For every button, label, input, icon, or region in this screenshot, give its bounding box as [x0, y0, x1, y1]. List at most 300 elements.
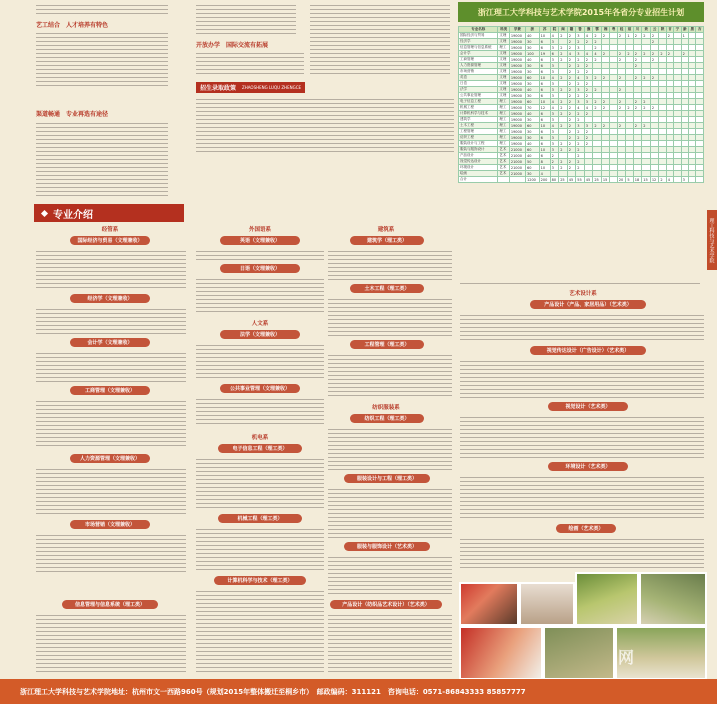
table-cell: 2: [559, 75, 568, 81]
table-cell: 2: [642, 33, 651, 39]
table-cell: 2: [617, 123, 626, 129]
table-cell: 21000: [509, 147, 525, 153]
eng-mgmt-text: [328, 352, 452, 396]
table-cell: 2: [559, 87, 568, 93]
table-cell: 15: [601, 177, 610, 183]
table-cell: 10: [539, 123, 550, 129]
major-accounting: 会计学（文理兼收）: [70, 338, 150, 347]
table-cell: 产品设计: [459, 153, 498, 159]
table-header-cell: 鄂: [593, 27, 602, 33]
table-cell: 2: [617, 33, 626, 39]
table-cell: 2: [567, 39, 576, 45]
table-cell: 2: [567, 63, 576, 69]
table-cell: 3: [550, 165, 559, 171]
civil-text: [328, 296, 452, 336]
table-cell: 100: [526, 51, 540, 57]
table-cell: 3: [576, 123, 585, 129]
table-cell: 2: [626, 105, 633, 111]
table-cell: 英语: [459, 75, 498, 81]
table-cell: 2: [601, 33, 610, 39]
table-cell: 30: [526, 129, 540, 135]
table-cell: 2: [550, 153, 559, 159]
table-header-cell: 新: [683, 27, 687, 31]
table-cell: 6: [539, 81, 550, 87]
table-cell: 2: [584, 69, 593, 75]
dept-humanities: 人文系: [251, 320, 269, 327]
dept-mech: 机电系: [251, 434, 269, 441]
table-cell: 文理: [498, 57, 509, 63]
table-cell: 19000: [509, 39, 525, 45]
table-cell: 2: [593, 75, 602, 81]
table-cell: 6: [539, 153, 550, 159]
dept-art-design: 艺术设计系: [569, 290, 597, 297]
table-cell: 文理: [498, 69, 509, 75]
table-cell: 2: [559, 165, 568, 171]
campus-photo-3: [575, 572, 639, 626]
table-cell: 会计学: [459, 51, 498, 57]
table-cell: [509, 177, 525, 183]
table-cell: 2: [633, 99, 642, 105]
table-cell: 3: [550, 87, 559, 93]
table-cell: 6: [539, 87, 550, 93]
fashion-eng-text: [328, 486, 452, 538]
table-cell: 2: [650, 51, 659, 57]
table-cell: 40: [526, 111, 540, 117]
table-cell: 2: [567, 147, 576, 153]
table-cell: 2: [584, 111, 593, 117]
table-cell: 30: [526, 69, 540, 75]
watermark: 网: [618, 648, 635, 667]
table-cell: 40: [526, 141, 540, 147]
campus-photo-4: [639, 572, 707, 626]
table-cell: 国际经济与贸易: [459, 33, 498, 39]
env-art-text: [460, 474, 704, 518]
table-cell: 3: [550, 141, 559, 147]
table-cell: 理工: [498, 111, 509, 117]
enrollment-plan-banner: 浙江理工大学科技与艺术学院2015年各省分专业招生计划: [458, 2, 704, 22]
table-cell: 10: [539, 147, 550, 153]
table-cell: 视觉传达设计: [459, 159, 498, 165]
table-cell: 文理: [498, 63, 509, 69]
table-cell: 2: [601, 99, 610, 105]
table-cell: 2: [633, 57, 642, 63]
table-cell: 2: [617, 105, 626, 111]
table-cell: 3: [550, 129, 559, 135]
table-cell: 2: [650, 75, 659, 81]
table-cell: 2: [650, 39, 659, 45]
campus-photo-6: [543, 626, 615, 680]
table-cell: 30: [526, 93, 540, 99]
table-cell: 4: [550, 105, 559, 111]
table-cell: 2: [584, 81, 593, 87]
table-cell: 19000: [509, 45, 525, 51]
table-cell: 4: [584, 105, 593, 111]
table-row: [459, 177, 704, 183]
table-cell: 2: [666, 51, 673, 57]
table-cell: 6: [539, 93, 550, 99]
table-cell: 19000: [509, 123, 525, 129]
open-school-text: [196, 50, 304, 76]
table-cell: [696, 177, 704, 183]
dept-arch: 建筑系: [377, 226, 395, 233]
table-cell: 艺术: [498, 147, 509, 153]
table-cell: 4: [576, 75, 585, 81]
table-cell: 2: [567, 135, 576, 141]
major-product-design: 产品设计（产品、家居用品）（艺术类）: [530, 300, 646, 309]
table-cell: 艺术: [498, 153, 509, 159]
major-textile-eng: 纺织工程（理工类）: [350, 414, 424, 423]
major-public-mgmt: 公共事业管理（文理兼收）: [220, 384, 300, 393]
table-cell: 4: [576, 105, 585, 111]
table-cell: 人力资源管理: [459, 63, 498, 69]
table-header-cell: 甘: [668, 27, 672, 31]
mechanical-text: [196, 526, 324, 572]
table-cell: [689, 177, 696, 183]
table-cell: 2: [559, 99, 568, 105]
table-cell: [498, 177, 509, 183]
table-cell: 理工: [498, 141, 509, 147]
major-architecture: 建筑学（理工类）: [350, 236, 424, 245]
table-cell: 2: [601, 75, 610, 81]
table-cell: 2: [567, 105, 576, 111]
table-cell: 40: [526, 153, 540, 159]
table-cell: 2: [567, 117, 576, 123]
table-cell: 理工: [498, 129, 509, 135]
table-cell: 2: [550, 159, 559, 165]
table-cell: 25: [559, 177, 568, 183]
table-cell: 2: [559, 141, 568, 147]
table-cell: 2: [567, 69, 576, 75]
table-header-cell: 苏: [539, 27, 550, 33]
table-cell: 4: [584, 33, 593, 39]
table-cell: 2: [593, 87, 602, 93]
table-cell: 19000: [509, 117, 525, 123]
table-cell: 2: [584, 93, 593, 99]
table-cell: 1200: [526, 177, 540, 183]
table-cell: 2: [567, 165, 576, 171]
table-cell: 2: [567, 45, 576, 51]
major-marketing: 市场营销（文理兼收）: [70, 520, 150, 529]
table-cell: 2: [559, 57, 568, 63]
english-text: [196, 248, 324, 262]
table-cell: 文理: [498, 51, 509, 57]
table-cell: 2: [593, 33, 602, 39]
table-cell: 工程管理: [459, 129, 498, 135]
table-cell: 19000: [509, 93, 525, 99]
table-cell: 2: [633, 75, 642, 81]
dept-foreign: 外国语系: [248, 226, 271, 233]
table-cell: 2: [593, 123, 602, 129]
table-cell: 纺织工程: [459, 135, 498, 141]
table-cell: 70: [526, 105, 540, 111]
table-header-cell: 豫: [584, 27, 593, 33]
table-header-cell: 云: [650, 27, 659, 33]
table-cell: 2: [642, 105, 651, 111]
table-cell: 30: [526, 81, 540, 87]
table-cell: 2: [567, 75, 576, 81]
table-cell: 2: [559, 111, 568, 117]
enrollment-policy-en: ZHAOSHENG LUQU ZHENGCE: [242, 85, 302, 90]
table-cell: 19000: [509, 105, 525, 111]
table-cell: 2: [593, 99, 602, 105]
table-cell: 2: [576, 159, 585, 165]
table-cell: 10: [539, 165, 550, 171]
table-cell: 6: [539, 69, 550, 75]
major-eng-mgmt: 工程管理（理工类）: [350, 340, 424, 349]
table-cell: 2: [576, 147, 585, 153]
hr-text: [36, 466, 186, 514]
enrollment-policy-header: [196, 82, 305, 93]
table-cell: 3: [576, 33, 585, 39]
table-cell: 3: [576, 45, 585, 51]
table-cell: 2: [593, 57, 602, 63]
table-cell: 2: [567, 87, 576, 93]
table-cell: 3: [681, 177, 688, 183]
table-header-cell: 贵: [642, 27, 651, 33]
table-cell: 公共事业管理: [459, 93, 498, 99]
table-cell: 2: [576, 69, 585, 75]
table-cell: 2: [584, 87, 593, 93]
table-cell: 3: [576, 51, 585, 57]
table-cell: 3: [550, 57, 559, 63]
table-cell: 21000: [509, 171, 525, 177]
table-cell: 服装设计与工程: [459, 141, 498, 147]
table-cell: 信息管理与信息系统: [459, 45, 498, 51]
table-cell: 1: [626, 33, 633, 39]
table-cell: 2: [659, 51, 666, 57]
table-cell: 2: [576, 129, 585, 135]
accounting-text: [36, 350, 186, 384]
table-cell: 3: [584, 123, 593, 129]
table-cell: 12: [650, 177, 659, 183]
art-combo-text: [36, 30, 168, 88]
table-cell: 21000: [509, 153, 525, 159]
table-cell: 60: [526, 75, 540, 81]
marketing-text: [36, 532, 186, 572]
table-cell: 19000: [509, 57, 525, 63]
table-cell: 21000: [509, 165, 525, 171]
table-cell: 50: [526, 159, 540, 165]
campus-photo-2: [519, 582, 575, 626]
econ-text: [36, 306, 186, 336]
campus-photo-1: [459, 582, 519, 626]
major-civil: 土木工程（理工类）: [350, 284, 424, 293]
table-cell: 2: [617, 99, 626, 105]
table-cell: 60: [526, 123, 540, 129]
info-mgmt-text: [36, 612, 186, 674]
table-cell: 10: [539, 33, 550, 39]
major-env-art: 环境设计（艺术类）: [548, 462, 628, 471]
table-cell: 60: [526, 147, 540, 153]
table-cell: 合计: [459, 177, 498, 183]
table-cell: 工商管理: [459, 57, 498, 63]
table-cell: 2: [567, 129, 576, 135]
table-cell: 2: [567, 99, 576, 105]
table-cell: 2: [576, 153, 585, 159]
table-cell: 2: [601, 51, 610, 57]
table-cell: 19000: [509, 51, 525, 57]
table-cell: 艺术: [498, 171, 509, 177]
table-cell: 艺术: [498, 159, 509, 165]
major-electrical: 电子信息工程（理工类）: [218, 444, 302, 453]
table-cell: 2: [559, 123, 568, 129]
table-header-cell: 学费: [509, 27, 525, 33]
table-header-cell: 陕: [660, 27, 665, 31]
table-cell: 2: [626, 51, 633, 57]
public-mgmt-text: [196, 396, 324, 426]
major-visual: 视觉传达设计（广告设计）（艺术类）: [530, 346, 646, 355]
table-cell: 文理: [498, 87, 509, 93]
table-cell: 2: [650, 105, 659, 111]
table-cell: 2: [633, 51, 642, 57]
table-cell: 12: [539, 105, 550, 111]
table-cell: 19000: [509, 99, 525, 105]
table-header-cell: 桂: [617, 27, 626, 33]
middle-top-text: [196, 2, 296, 36]
table-cell: 8: [539, 159, 550, 165]
table-header-cell: 宁: [675, 27, 680, 31]
table-cell: 文理: [498, 33, 509, 39]
table-cell: 19: [539, 51, 550, 57]
table-cell: 2: [567, 141, 576, 147]
table-cell: 2: [642, 123, 651, 129]
footer-bar: 浙江理工大学科技与艺术学院地址：杭州市文一西路960号（规划2015年整体搬迁至桐乡市） 邮政编码：311121 咨询电话：0571-86843333 85857777: [0, 679, 717, 704]
table-cell: 3: [550, 93, 559, 99]
table-cell: 4: [550, 123, 559, 129]
table-cell: 机械工程: [459, 105, 498, 111]
table-cell: 文理: [498, 81, 509, 87]
table-cell: 市场营销: [459, 69, 498, 75]
center-top-text: [310, 2, 450, 76]
major-env-design: 视觉设计（艺术类）: [548, 402, 628, 411]
table-cell: 4: [584, 51, 593, 57]
table-cell: 21000: [509, 159, 525, 165]
table-cell: 19000: [509, 63, 525, 69]
table-cell: 6: [539, 45, 550, 51]
table-cell: 4: [550, 33, 559, 39]
table-cell: 日语: [459, 81, 498, 87]
table-cell: 3: [576, 99, 585, 105]
table-cell: 6: [539, 141, 550, 147]
table-cell: 19000: [509, 69, 525, 75]
table-cell: 3: [550, 81, 559, 87]
major-hr: 人力资源管理（文理兼收）: [70, 454, 150, 463]
major-econ: 经济学（文理兼收）: [70, 294, 150, 303]
table-cell: 80: [550, 177, 559, 183]
major-info-mgmt: 信息管理与信息系统（理工类）: [62, 600, 158, 609]
dept-econ: 经管系: [101, 226, 119, 233]
table-cell: 2: [576, 81, 585, 87]
enrollment-policy-title: 招生录取政策: [200, 85, 237, 92]
major-fashion-eng: 服装设计与工程（理工类）: [344, 474, 430, 483]
table-header-cell: 琼: [627, 27, 632, 31]
table-cell: 6: [539, 111, 550, 117]
table-cell: 2: [576, 135, 585, 141]
table-cell: 6: [539, 135, 550, 141]
table-cell: 理工: [498, 45, 509, 51]
table-cell: 30: [526, 63, 540, 69]
painting-text: [460, 536, 704, 568]
law-text: [196, 342, 324, 380]
major-intl-trade: 国际经济与贸易（文理兼收）: [70, 236, 150, 245]
section-art-combo: 艺工结合 人才培养有特色: [36, 22, 109, 29]
table-cell: 2: [559, 51, 568, 57]
table-cell: 艺术: [498, 165, 509, 171]
table-cell: 2: [584, 63, 593, 69]
table-cell: 2: [633, 63, 642, 69]
table-header-cell: 科类: [498, 27, 509, 33]
table-cell: 3: [550, 135, 559, 141]
table-cell: 20: [617, 177, 626, 183]
table-cell: 6: [539, 57, 550, 63]
table-cell: 30: [526, 45, 540, 51]
table-cell: 2: [567, 81, 576, 87]
table-cell: 2: [576, 111, 585, 117]
table-cell: 2: [559, 159, 568, 165]
table-cell: 理工: [498, 117, 509, 123]
env-design-text: [460, 414, 704, 458]
table-cell: 2: [567, 57, 576, 63]
table-cell: 2: [642, 75, 651, 81]
table-cell: 文理: [498, 75, 509, 81]
table-cell: 2: [681, 51, 688, 57]
table-cell: 2: [559, 33, 568, 39]
major-law: 法学（文理兼收）: [220, 330, 300, 339]
major-mechanical: 机械工程（理工类）: [218, 514, 302, 523]
cs-text: [196, 588, 324, 672]
table-cell: 6: [539, 39, 550, 45]
table-cell: 计算机科学与技术: [459, 111, 498, 117]
table-cell: 4: [550, 75, 559, 81]
table-cell: 2: [666, 33, 673, 39]
major-cs: 计算机科学与技术（理工类）: [214, 576, 306, 585]
section-channels: 渠道畅通 专业再选有途径: [36, 111, 109, 118]
product-design-text: [460, 312, 704, 342]
table-cell: 2: [633, 33, 642, 39]
table-cell: 2: [576, 141, 585, 147]
table-cell: 2: [576, 57, 585, 63]
table-cell: 3: [550, 45, 559, 51]
dept-textile: 纺织服装系: [372, 404, 400, 411]
table-cell: 5: [626, 177, 633, 183]
table-cell: 2: [567, 33, 576, 39]
table-cell: 40: [526, 57, 540, 63]
table-cell: 2: [567, 123, 576, 129]
table-cell: 文理: [498, 93, 509, 99]
table-cell: 4: [666, 177, 673, 183]
table-cell: 2: [633, 105, 642, 111]
section-open-school: 开放办学 国际交流有拓展: [196, 42, 269, 49]
table-cell: 15: [642, 177, 651, 183]
table-cell: 2: [576, 117, 585, 123]
table-cell: 45: [584, 177, 593, 183]
table-cell: 30: [526, 135, 540, 141]
table-cell: 2: [584, 57, 593, 63]
table-header-cell: 闽: [559, 27, 568, 33]
table-cell: 3: [550, 117, 559, 123]
major-painting: 绘画（艺术类）: [556, 524, 616, 533]
table-cell: 60: [526, 165, 540, 171]
table-cell: 2: [576, 39, 585, 45]
table-cell: 10: [539, 75, 550, 81]
table-header-cell: 赣: [567, 27, 576, 33]
table-cell: 2: [584, 129, 593, 135]
table-cell: 3: [550, 39, 559, 45]
table-cell: 2: [567, 111, 576, 117]
table-header-cell: 专业名称: [459, 27, 498, 33]
table-cell: 服装与服饰设计: [459, 147, 498, 153]
table-header-cell: 黑: [690, 27, 694, 31]
